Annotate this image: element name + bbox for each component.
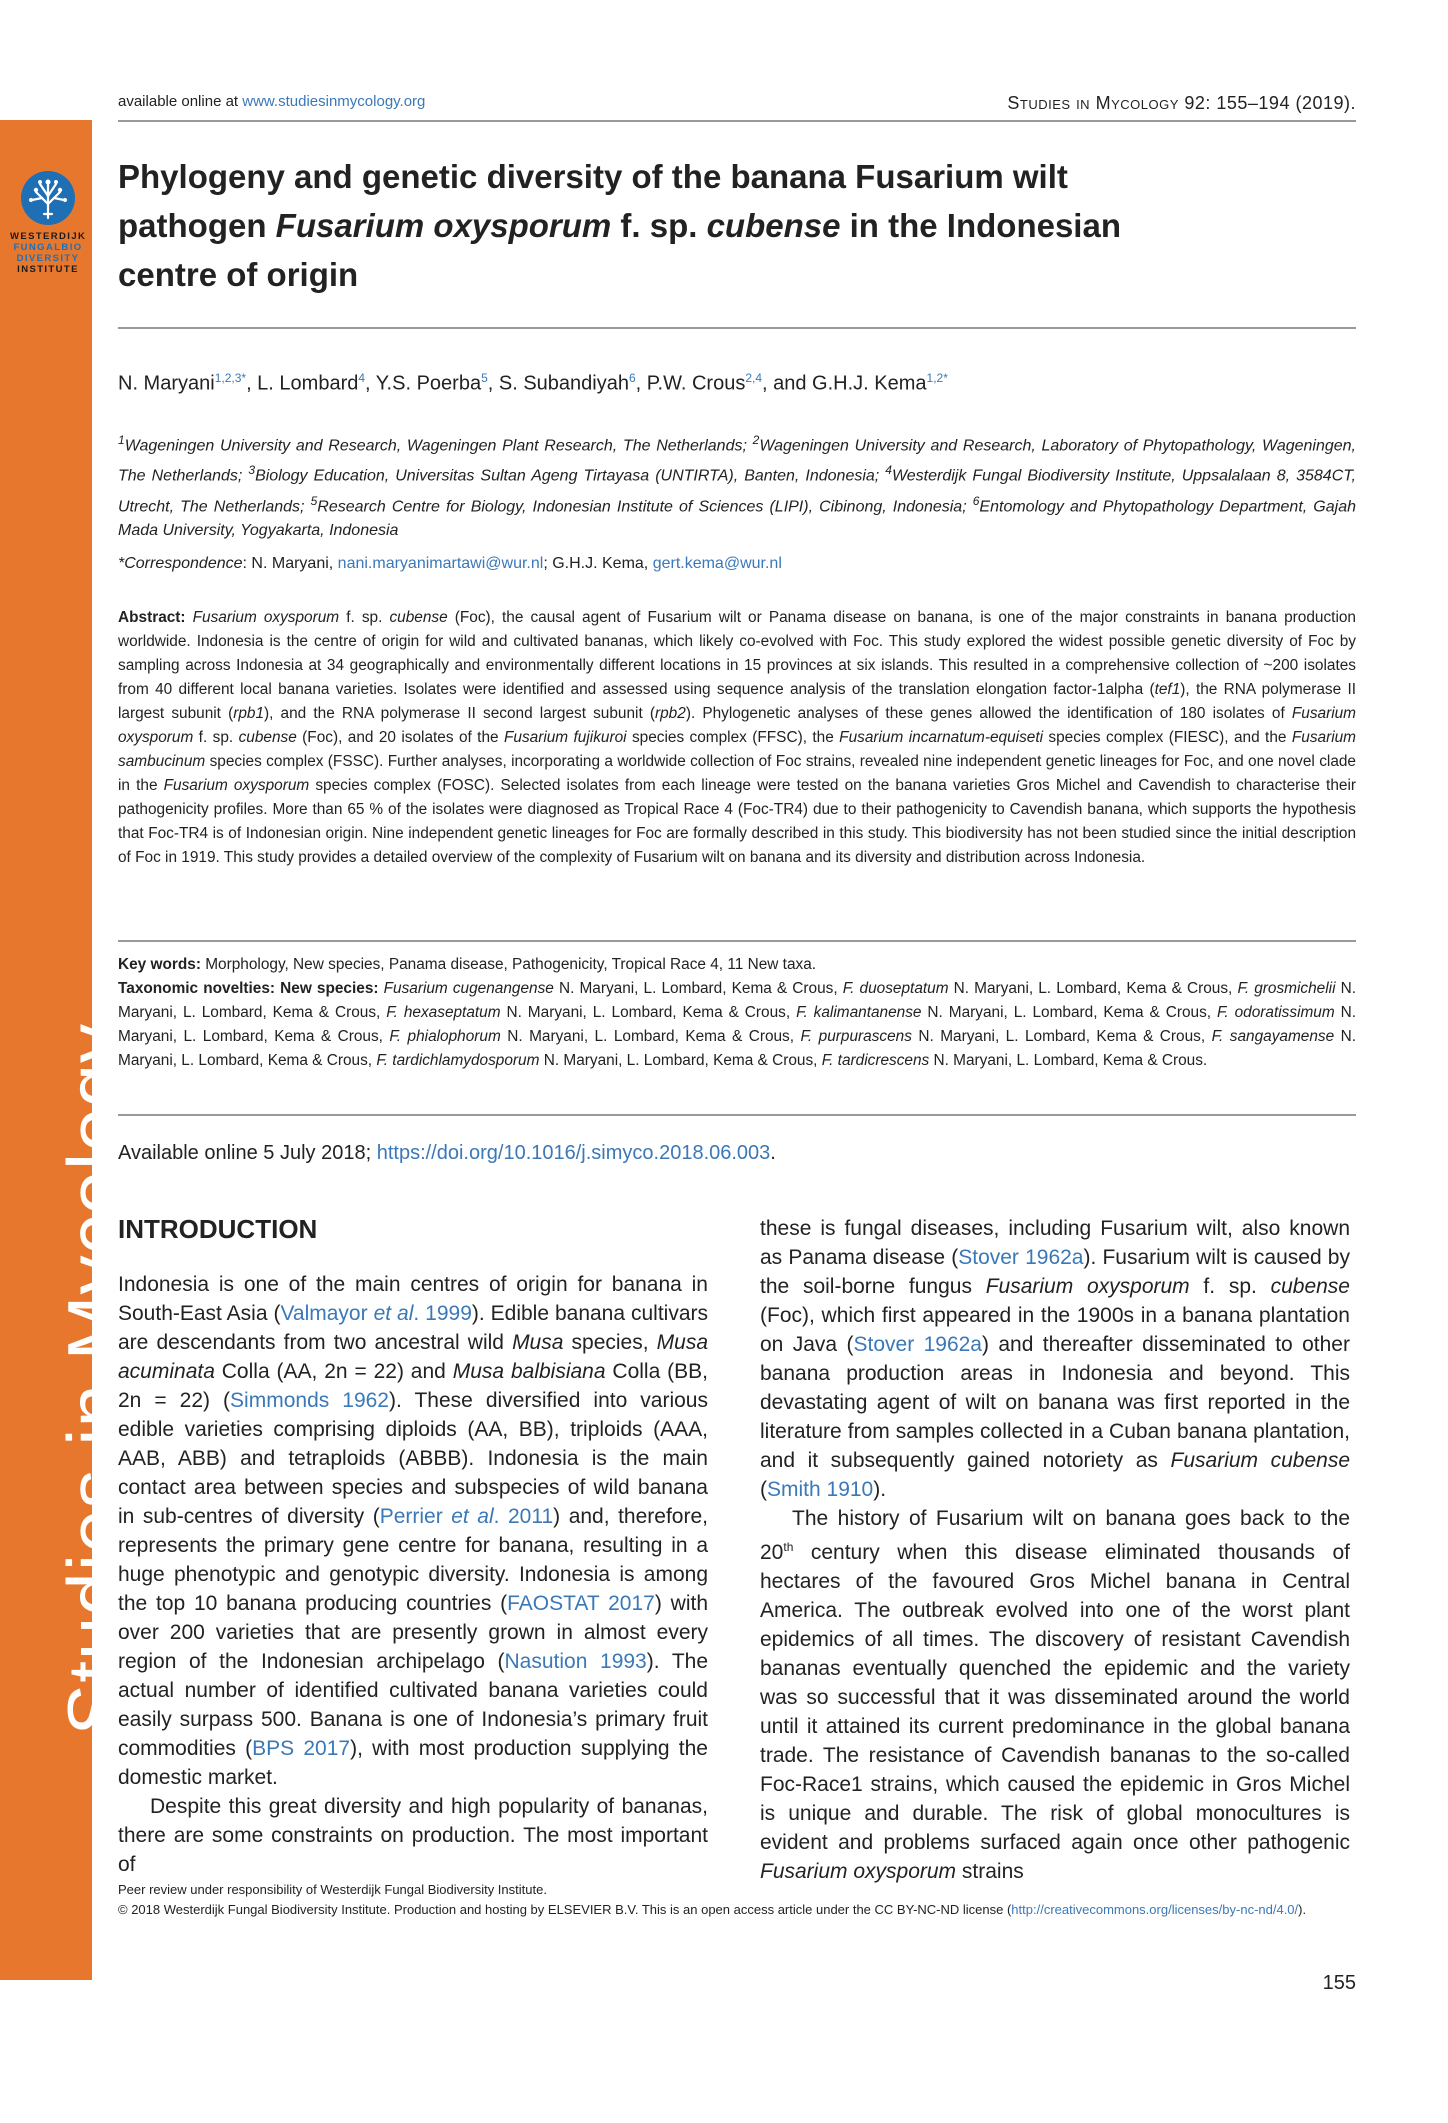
- abstract-italic: Fusarium fujikuroi: [503, 729, 627, 746]
- species-authority: N. Maryani, L. Lombard, Kema & Crous,: [118, 1028, 1356, 1069]
- correspondence-text: : N. Maryani,: [242, 555, 338, 572]
- taxonomic-label: Taxonomic novelties: New species:: [118, 980, 384, 997]
- abstract-text: species complex (FSSC). Further analyses, incorporating a worldwide collection of Foc strains, revealed nine independent genetic lineages for Foc, and one novel clade in the: [118, 753, 1356, 794]
- species-name: F. sangayamense: [1211, 1028, 1335, 1045]
- text-run: ).: [873, 1478, 887, 1501]
- text-run: (: [760, 1478, 767, 1501]
- license-link[interactable]: http://creativecommons.org/licenses/by-nc-nd/4.0/: [1011, 1902, 1299, 1917]
- correspondence-label: *Correspondence: [118, 555, 243, 572]
- abstract-text: (Foc), and 20 isolates of the: [296, 729, 504, 746]
- species-authority: N. Maryani, L. Lombard, Kema & Crous,: [118, 980, 1356, 1021]
- section-heading-introduction: INTRODUCTION: [118, 1214, 318, 1244]
- species-name: F. odoratissimum: [1217, 1004, 1335, 1021]
- author-name: , Y.S. Poerba: [365, 372, 482, 395]
- text-run: ) and, therefore, represents the primary gene centre for banana, resulting in a huge phenotypic and genotypic diversity. Indonesia is among the top 10 banana producing countries (: [118, 1505, 708, 1615]
- text-run: these is fungal diseases, including Fusarium wilt, also known as Panama disease (: [760, 1217, 1350, 1269]
- affiliation-text: Entomology and Phytopathology Department, Gajah Mada University, Yogyakarta, Indonesia: [118, 497, 1357, 539]
- abstract-text: ), the RNA polymerase II largest subunit (: [118, 681, 1356, 722]
- abstract-italic: cubense: [238, 729, 297, 746]
- abstract-italic: tef1: [1154, 681, 1181, 698]
- text-run: ). These diversified into various edible varieties comprising diploids (AA, BB), triploids (AAA, AAB, ABB) and tetraploids (ABBB). Indonesia is the main contact area between species and subspecies of wild banana in sub-centres of diversity (: [118, 1389, 708, 1528]
- paragraph: [760, 1504, 1350, 1886]
- text-run: ). The actual number of identified cultivated banana varieties could easily surpass 500. Banana is one of Indonesia’s primary fruit commodities (: [118, 1650, 709, 1760]
- abstract-italic: rpb2: [655, 705, 686, 722]
- available-end: .: [770, 1142, 776, 1164]
- logo-line-4: INSTITUTE: [17, 264, 79, 275]
- affiliation-marker[interactable]: 6: [628, 371, 636, 385]
- species-authority: N. Maryani, L. Lombard, Kema & Crous,: [539, 1052, 822, 1069]
- abstract-italic: Fusarium oxysporum: [192, 609, 340, 626]
- peer-review-note: Peer review under responsibility of Westerdijk Fungal Biodiversity Institute.: [118, 1882, 547, 1897]
- paragraph: [118, 1792, 708, 1879]
- text-run: ), with most production supplying the domestic market.: [118, 1737, 708, 1789]
- citation-link[interactable]: FAOSTAT 2017: [507, 1592, 655, 1615]
- journal-name-vertical: Studies in Mycology: [51, 1023, 139, 1736]
- abstract-text: ). Phylogenetic analyses of these genes allowed the identification of 180 isolates of: [685, 705, 1292, 722]
- affiliation-number: 5: [310, 493, 318, 508]
- italic-term: Musa balbisiana: [452, 1360, 606, 1383]
- species-authority: N. Maryani, L. Lombard, Kema & Crous,: [911, 1028, 1212, 1045]
- citation-link[interactable]: BPS 2017: [252, 1737, 351, 1760]
- species-name: F. purpurascens: [800, 1028, 912, 1045]
- citation-link[interactable]: Smith 1910: [767, 1478, 874, 1501]
- journal-citation: Studies in Mycology 92: 155–194 (2019).: [1007, 93, 1356, 113]
- abstract-text: f. sp.: [339, 609, 390, 626]
- title-italic: Fusarium oxysporum: [275, 207, 612, 244]
- available-online: [118, 1142, 776, 1165]
- species-name: F. grosmichelii: [1237, 980, 1336, 997]
- citation-link[interactable]: Simmonds 1962: [230, 1389, 389, 1412]
- abstract-text: f. sp.: [193, 729, 239, 746]
- text-run: Colla (BB, 2n = 22) (: [118, 1360, 708, 1412]
- paragraph: [760, 1214, 1350, 1504]
- keywords-label: Key words:: [118, 956, 206, 973]
- species-authority: N. Maryani, L. Lombard, Kema & Crous,: [948, 980, 1238, 997]
- text-run: century when this disease eliminated thousands of hectares of the favoured Gros Michel banana in Central America. The outbreak evolved into one of the worst plant epidemics of all times. The discovery of resistant Cavendish bananas eventually quenched the epidemic and the variety was so successful that it was disseminated around the world until it attained its current predominance in the global banana trade. The resistance of Cavendish bananas to the so-called Foc-Race1 strains, which caused the epidemic in Gros Michel is unique and durable. The risk of global monocultures is evident and problems surfaced again once other pathogenic: [760, 1541, 1350, 1854]
- species-authority: N. Maryani, L. Lombard, Kema & Crous,: [553, 980, 843, 997]
- italic-term: Musa: [512, 1331, 564, 1354]
- text-run: ). Fusarium wilt is caused by the soil-borne fungus: [760, 1246, 1350, 1298]
- title-part: f. sp.: [611, 207, 707, 244]
- affiliation-text: Wageningen University and Research, Wageningen Plant Research, The Netherlands;: [124, 437, 753, 455]
- abstract-text: species complex (FOSC). Selected isolates from each lineage were tested on the banana varieties Gros Michel and Cavendish to characterise their pathogenicity profiles. More than 65 % of the isolates were diagnosed as Tropical Race 4 (Foc-TR4) due to their pathogenicity to Cavendish banana, which supports the hypothesis that Foc-TR4 is of Indonesian origin. Nine independent genetic lineages for Foc are formally described in this study. This biodiversity has not been studied since the initial description of Foc in 1919. This study provides a detailed overview of the complexity of Fusarium wilt on banana and its diversity and distribution across Indonesia.: [118, 777, 1356, 866]
- species-name: F. duoseptatum: [842, 980, 949, 997]
- citation-link[interactable]: et al: [373, 1302, 414, 1325]
- keywords-bottom-divider: [118, 1114, 1356, 1116]
- author-name: , L. Lombard: [246, 372, 359, 395]
- species-authority: N. Maryani, L. Lombard, Kema & Crous,: [921, 1004, 1217, 1021]
- citation-link[interactable]: Perrier: [379, 1505, 452, 1528]
- abstract-text: (Foc), the causal agent of Fusarium wilt or Panama disease on banana, is one of the major constraints in banana production worldwide. Indonesia is the centre of origin for wild and cultivated bananas, which likely co-evolved with Foc. This study explored the widest possible genetic diversity of Foc by sampling across Indonesia at 34 geographically and environmentally different locations in 15 provinces at six islands. This resulted in a comprehensive collection of ~200 isolates from 40 different local banana varieties. Isolates were identified and assessed using sequence analysis of the translation elongation factor-1alpha (: [118, 609, 1356, 698]
- italic-term: Fusarium cubense: [1170, 1449, 1350, 1472]
- citation-link[interactable]: et al: [451, 1505, 494, 1528]
- abstract-text: species complex (FIESC), and the: [1043, 729, 1292, 746]
- author-name: , and G.H.J. Kema: [762, 372, 927, 395]
- affiliation-marker[interactable]: 2,4: [745, 371, 763, 385]
- copyright-end: ).: [1298, 1902, 1307, 1917]
- species-name: F. tardicrescens: [821, 1052, 930, 1069]
- fungal-tree-icon: [20, 170, 76, 226]
- title-part: in the Indonesian centre of origin: [118, 207, 1121, 293]
- citation-link[interactable]: Stover 1962a: [853, 1333, 982, 1356]
- affiliation-marker[interactable]: 1,2,3*: [214, 371, 247, 385]
- abstract: [118, 606, 1356, 870]
- text-run: species,: [563, 1331, 657, 1354]
- title-italic: cubense: [706, 207, 841, 244]
- available-label: available online at: [118, 93, 243, 110]
- abstract-label: Abstract:: [118, 609, 193, 626]
- italic-term: cubense: [1270, 1275, 1350, 1298]
- citation-link[interactable]: . 1999: [413, 1302, 472, 1325]
- taxonomic-novelties: [118, 977, 1356, 1073]
- journal-sidebar: [0, 120, 139, 1980]
- abstract-italic: Fusarium sambucinum: [118, 729, 1356, 770]
- citation-link[interactable]: Nasution 1993: [504, 1650, 647, 1673]
- affiliation-number: 4: [885, 463, 892, 478]
- doi-link[interactable]: https://doi.org/10.1016/j.simyco.2018.06.003: [376, 1142, 771, 1164]
- affiliation-number: 3: [248, 463, 256, 478]
- affiliation-marker[interactable]: 4: [358, 371, 366, 385]
- abstract-italic: Fusarium incarnatum-equiseti: [839, 729, 1044, 746]
- species-name: F. tardichlamydosporum: [376, 1052, 540, 1069]
- email-link[interactable]: gert.kema@wur.nl: [652, 555, 782, 572]
- text-run: ). Edible banana cultivars are descendants from two ancestral wild: [118, 1302, 708, 1354]
- species-authority: N. Maryani, L. Lombard, Kema & Crous,: [500, 1028, 801, 1045]
- species-name: F. hexaseptatum: [386, 1004, 501, 1021]
- italic-term: Musa acuminata: [118, 1331, 708, 1383]
- keywords-top-divider: [118, 940, 1356, 942]
- abstract-italic: cubense: [389, 609, 448, 626]
- text-run: (Foc), which first appeared in the 1900s in a banana plantation on Java (: [760, 1304, 1350, 1356]
- species-name: Fusarium cugenangense: [383, 980, 554, 997]
- affiliation-text: Westerdijk Fungal Biodiversity Institute, Uppsalalaan 8, 3584CT, Utrecht, The Netherlands;: [118, 467, 1356, 515]
- text-run: f. sp.: [1189, 1275, 1271, 1298]
- keywords: [118, 953, 1356, 1073]
- italic-term: Fusarium oxysporum: [760, 1860, 957, 1883]
- affiliation-number: 6: [972, 493, 980, 508]
- title-part: Phylogeny and genetic diversity of the banana Fusarium wilt pathogen: [118, 158, 1068, 244]
- citation-link[interactable]: Stover 1962a: [958, 1246, 1084, 1269]
- citation-link[interactable]: Valmayor: [280, 1302, 374, 1325]
- copyright-text: © 2018 Westerdijk Fungal Biodiversity Institute. Production and hosting by ELSEVIER B.V. This is an open access article under the CC BY-NC-ND license (: [118, 1902, 1012, 1917]
- title-divider: [118, 327, 1356, 329]
- copyright-note: [118, 1900, 1356, 1920]
- abstract-italic: rpb1: [233, 705, 265, 722]
- availability-line: [118, 93, 425, 110]
- species-authority: N. Maryani, L. Lombard, Kema & Crous,: [500, 1004, 797, 1021]
- text-run: strains: [956, 1860, 1024, 1883]
- author-name: , P.W. Crous: [635, 372, 746, 395]
- author-name: , S. Subandiyah: [487, 372, 629, 395]
- author-name: N. Maryani: [118, 372, 215, 395]
- header-divider: [118, 120, 1356, 122]
- logo-line-2: FUNGALBIO: [13, 242, 83, 253]
- affiliation-marker[interactable]: 1,2*: [926, 371, 948, 385]
- journal-url-link[interactable]: www.studiesinmycology.org: [242, 93, 426, 110]
- body-column-right: [760, 1214, 1350, 1886]
- species-authority: N. Maryani, L. Lombard, Kema & Crous.: [929, 1052, 1208, 1069]
- italic-term: Fusarium oxysporum: [985, 1275, 1190, 1298]
- page-footer: [118, 1880, 1356, 1920]
- abstract-italic: Fusarium oxysporum: [163, 777, 310, 794]
- affiliation-text: Biology Education, Universitas Sultan Ageng Tirtayasa (UNTIRTA), Banten, Indonesia;: [255, 467, 886, 485]
- logo-line-1: WESTERDIJK: [10, 231, 87, 242]
- text-run: Despite this great diversity and high popularity of bananas, there are some constraints on production. The most important of: [118, 1795, 708, 1876]
- affiliations: [118, 428, 1356, 543]
- westerdijk-logo: [10, 170, 86, 275]
- paragraph: [118, 1270, 708, 1792]
- text-run: The history of Fusarium wilt on banana goes back to the 20: [760, 1507, 1350, 1564]
- affiliation-number: 2: [752, 433, 760, 447]
- available-text: Available online 5 July 2018;: [118, 1142, 377, 1164]
- logo-line-3: DIVERSITY: [16, 253, 80, 264]
- abstract-text: ), and the RNA polymerase II second largest subunit (: [264, 705, 655, 722]
- text-run: ) and thereafter disseminated to other banana production areas in Indonesia and beyond. This devastating agent of wilt on banana was first reported in the literature from samples collected in a Cuban banana plantation, and it subsequently gained notoriety as: [760, 1333, 1350, 1472]
- species-authority: N. Maryani, L. Lombard, Kema & Crous,: [118, 1004, 1357, 1045]
- text-run: Indonesia is one of the main centres of origin for banana in South-East Asia (: [118, 1273, 708, 1325]
- affiliation-text: Wageningen University and Research, Laboratory of Phytopathology, Wageningen, The Netherlands;: [118, 437, 1357, 485]
- affiliation-text: Research Centre for Biology, Indonesian Institute of Sciences (LIPI), Cibinong, Indonesia;: [317, 497, 973, 515]
- superscript: th: [783, 1540, 794, 1554]
- page-number: 155: [1322, 1972, 1356, 1994]
- abstract-text: species complex (FFSC), the: [626, 729, 840, 746]
- article-title: [118, 152, 1158, 299]
- text-run: ) with over 200 varieties that are presently grown in almost every region of the Indonesian archipelago (: [118, 1592, 708, 1673]
- affiliation-marker[interactable]: 5: [481, 371, 488, 385]
- affiliation-number: 1: [118, 433, 125, 447]
- species-name: F. phialophorum: [389, 1028, 501, 1045]
- correspondence: [118, 555, 782, 573]
- body-column-left: [118, 1214, 708, 1879]
- author-list: [118, 371, 948, 396]
- species-name: F. kalimantanense: [796, 1004, 922, 1021]
- email-link[interactable]: nani.maryanimartawi@wur.nl: [337, 555, 544, 572]
- correspondence-text: ; G.H.J. Kema,: [543, 555, 653, 572]
- keywords-text: Morphology, New species, Panama disease, Pathogenicity, Tropical Race 4, 11 New taxa.: [205, 956, 817, 973]
- abstract-italic: Fusarium oxysporum: [118, 705, 1356, 746]
- text-run: Colla (AA, 2n = 22) and: [214, 1360, 453, 1383]
- citation-link[interactable]: . 2011: [493, 1505, 554, 1528]
